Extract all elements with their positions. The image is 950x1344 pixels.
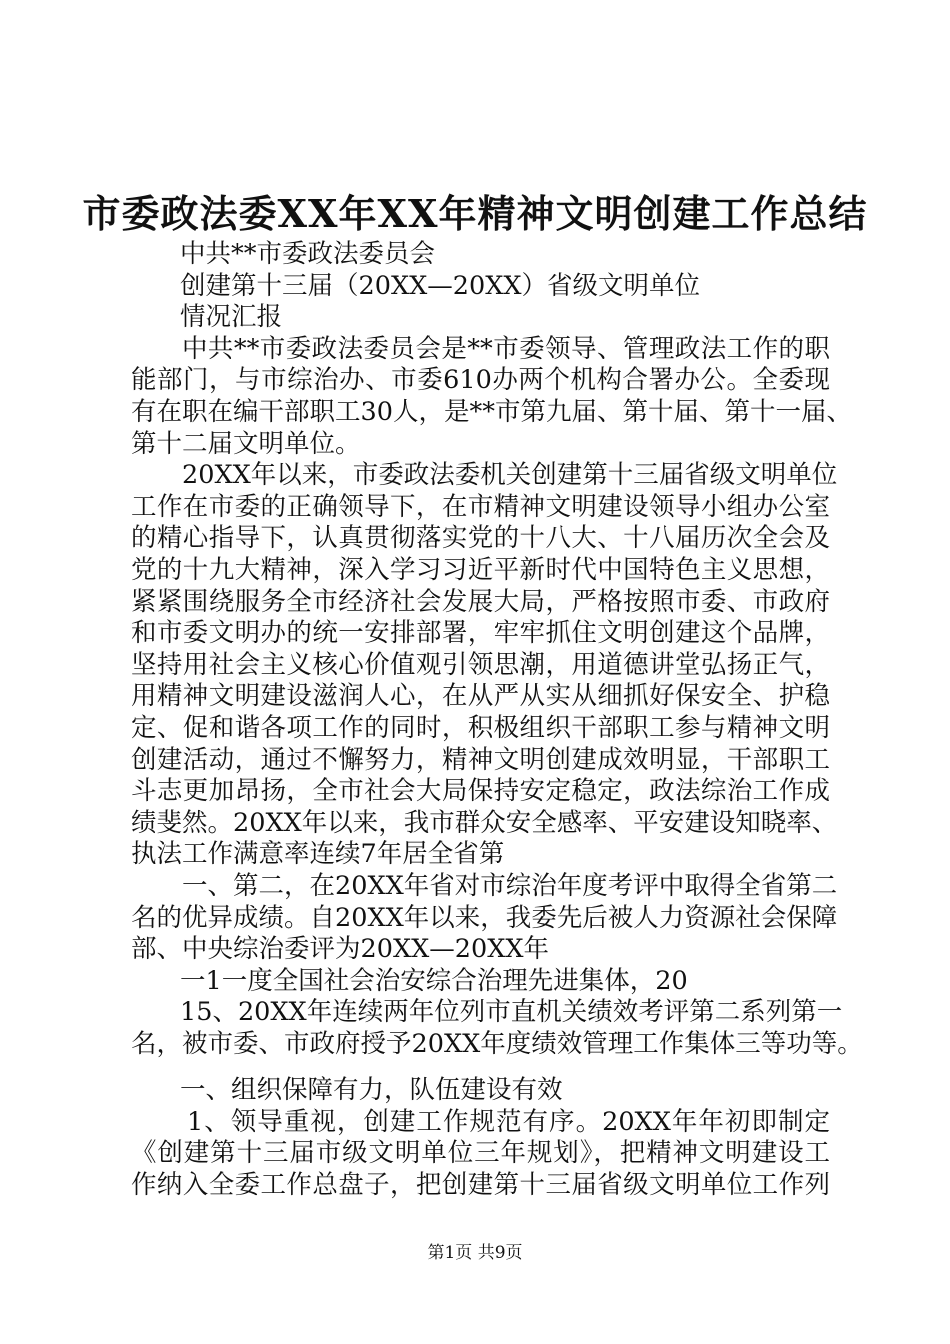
text-line: 坚持用社会主义核心价值观引领思潮，用道德讲堂弘扬正气， <box>131 649 830 680</box>
text-line: 定、促和谐各项工作的同时，积极组织干部职工参与精神文明 <box>131 713 830 743</box>
text-line: 创建第十三届（20XX—20XX）省级文明单位 <box>180 270 701 301</box>
text-line: 部、中央综治委评为20XX—20XX年 <box>131 934 550 965</box>
text-line: 《创建第十三届市级文明单位三年规划》，把精神文明建设工 <box>131 1138 830 1169</box>
text-line: 紧紧围绕服务全市经济社会发展大局，严格按照市委、市政府 <box>131 586 830 617</box>
text-line: 1、领导重视，创建工作规范有序。20XX年年初即制定 <box>187 1106 830 1137</box>
text-line: 情况汇报 <box>180 302 283 333</box>
text-line: 能部门，与市综治办、市委610办两个机构合署办公。全委现 <box>131 365 830 396</box>
text-line: 用精神文明建设滋润人心，在从严从实从细抓好保安全、护稳 <box>131 681 830 712</box>
text-line: 的精心指导下，认真贯彻落实党的十八大、十八届历次全会及 <box>131 523 830 554</box>
text-line: 创建活动，通过不懈努力，精神文明创建成效明显，干部职工 <box>131 744 830 775</box>
text-line: 作纳入全委工作总盘子，把创建第十三届省级文明单位工作列 <box>131 1169 830 1200</box>
section-heading: 一、组织保障有力，队伍建设有效 <box>180 1075 563 1105</box>
text-line: 工作在市委的正确领导下，在市精神文明建设领导小组办公室 <box>131 491 830 522</box>
text-line: 斗志更加昂扬，全市社会大局保持安定稳定，政法综治工作成 <box>131 776 830 807</box>
text-line: 名的优异成绩。自20XX年以来，我委先后被人力资源社会保障 <box>131 902 838 933</box>
text-line: 执法工作满意率连续7年居全省第 <box>131 839 505 870</box>
text-line: 第十二届文明单位。 <box>131 428 361 459</box>
text-line: 15、20XX年连续两年位列市直机关绩效考评第二系列第一 <box>180 997 843 1028</box>
text-line: 一1一度全国社会治安综合治理先进集体，20 <box>180 965 688 996</box>
text-line: 中共**市委政法委员会 <box>180 239 436 269</box>
text-line: 有在职在编干部职工30人，是**市第九届、第十届、第十一届、 <box>131 397 852 427</box>
page-footer: 第1页 共9页 <box>427 1243 523 1263</box>
text-line: 20XX年以来，市委政法委机关创建第十三届省级文明单位 <box>182 460 838 491</box>
text-line: 和市委文明办的统一安排部署，牢牢抓住文明创建这个品牌， <box>131 618 830 649</box>
text-line: 绩斐然。20XX年以来，我市群众安全感率、平安建设知晓率、 <box>131 807 838 838</box>
text-line: 中共**市委政法委员会是**市委领导、管理政法工作的职 <box>182 333 830 364</box>
text-line: 名，被市委、市政府授予20XX年度绩效管理工作集体三等功等。 <box>131 1029 863 1059</box>
text-line: 党的十九大精神，深入学习习近平新时代中国特色主义思想， <box>131 555 830 585</box>
document-title: 市委政法委XX年XX年精神文明创建工作总结 <box>82 191 868 236</box>
text-line: 一、第二，在20XX年省对市综治年度考评中取得全省第二 <box>182 871 838 901</box>
